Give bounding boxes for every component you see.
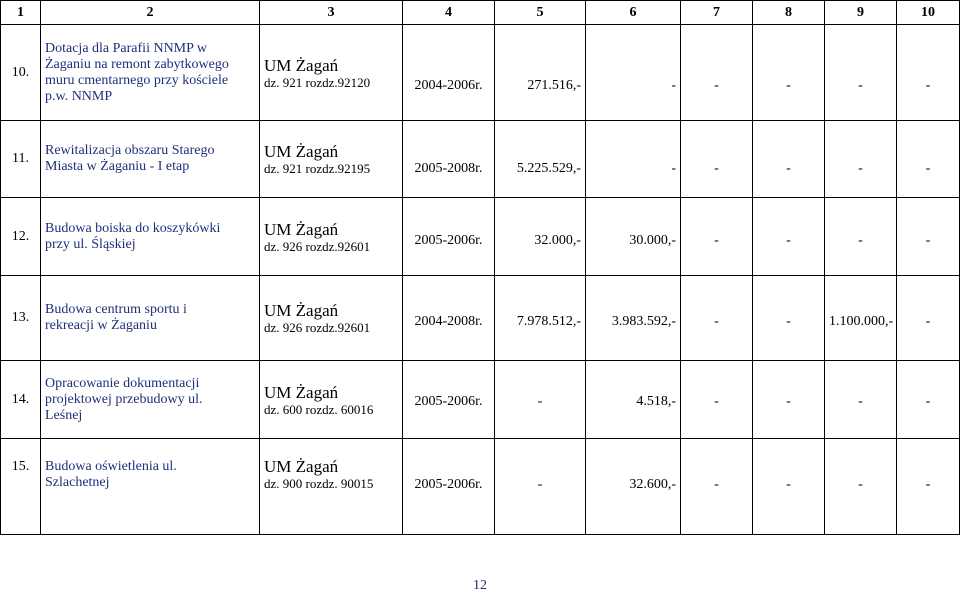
- amount-cell: -: [681, 25, 753, 121]
- header-cell: 1: [1, 1, 41, 25]
- amount-cell: 7.978.512,-: [495, 276, 586, 361]
- desc-line: p.w. NNMP: [45, 88, 113, 104]
- row-number: 11.: [1, 121, 41, 198]
- header-row: [1, 1, 960, 25]
- amount-cell: -: [586, 121, 681, 198]
- amount-cell: -: [897, 198, 960, 276]
- task-description: [41, 198, 260, 276]
- page-number: 12: [473, 578, 487, 593]
- header-cell: 10: [897, 1, 960, 25]
- unit-name: UM Żagań: [264, 382, 339, 402]
- unit-name: UM Żagań: [264, 55, 339, 75]
- amount-cell: -: [897, 121, 960, 198]
- unit-classification: [260, 361, 403, 439]
- unit-name: UM Żagań: [264, 142, 339, 161]
- desc-line: Opracowanie dokumentacji: [45, 375, 200, 391]
- header-cell: 6: [586, 1, 681, 25]
- row-number: 13.: [1, 276, 41, 361]
- unit-classification: [260, 198, 403, 276]
- period-cell: 2004-2008r.: [403, 276, 495, 361]
- amount-cell: -: [681, 361, 753, 439]
- unit-name: UM Żagań: [264, 457, 339, 476]
- table-row: [1, 25, 960, 121]
- amount-cell: -: [897, 361, 960, 439]
- row-number: 12.: [1, 198, 41, 276]
- amount-cell: 1.100.000,-: [825, 276, 897, 361]
- amount-cell: -: [825, 439, 897, 535]
- unit-name: UM Żagań: [264, 219, 339, 239]
- header-cell: 2: [41, 1, 260, 25]
- budget-section: dz. 921 rozdz.92120: [264, 74, 371, 90]
- table-row: [1, 276, 960, 361]
- header-cell: 8: [753, 1, 825, 25]
- amount-cell: 5.225.529,-: [495, 121, 586, 198]
- desc-line: projektowej przebudowy ul.: [45, 391, 203, 407]
- desc-line: Budowa centrum sportu i: [45, 302, 187, 317]
- row-number: 10.: [1, 25, 41, 121]
- unit-classification: [260, 439, 403, 535]
- desc-line: Żaganiu na remont zabytkowego: [45, 56, 229, 72]
- table-row: [1, 439, 960, 535]
- unit-classification: [260, 25, 403, 121]
- amount-cell: -: [897, 276, 960, 361]
- amount-cell: 32.600,-: [586, 439, 681, 535]
- period-cell: 2005-2006r.: [403, 439, 495, 535]
- header-cell: 5: [495, 1, 586, 25]
- header-cell: 9: [825, 1, 897, 25]
- amount-cell: -: [753, 276, 825, 361]
- amount-cell: -: [825, 198, 897, 276]
- amount-cell: -: [753, 361, 825, 439]
- task-description: [41, 276, 260, 361]
- amount-cell: -: [753, 439, 825, 535]
- desc-line: rekreacji w Żaganiu: [45, 318, 157, 333]
- amount-cell: -: [753, 25, 825, 121]
- amount-cell: -: [825, 121, 897, 198]
- row-number: 15.: [1, 439, 41, 535]
- table-row: [1, 198, 960, 276]
- budget-section: dz. 921 rozdz.92195: [264, 161, 371, 176]
- desc-line: Leśnej: [45, 407, 83, 423]
- amount-cell: -: [495, 361, 586, 439]
- amount-cell: -: [897, 439, 960, 535]
- desc-line: Dotacja dla Parafii NNMP w: [45, 40, 207, 56]
- desc-line: Szlachetnej: [45, 475, 110, 490]
- amount-cell: -: [681, 439, 753, 535]
- task-description: [41, 439, 260, 535]
- budget-section: dz. 900 rozdz. 90015: [264, 476, 374, 491]
- amount-cell: 30.000,-: [586, 198, 681, 276]
- amount-cell: -: [681, 276, 753, 361]
- amount-cell: 32.000,-: [495, 198, 586, 276]
- period-cell: 2005-2008r.: [403, 121, 495, 198]
- amount-cell: -: [825, 361, 897, 439]
- amount-cell: -: [681, 121, 753, 198]
- amount-cell: -: [495, 439, 586, 535]
- budget-section: dz. 600 rozdz. 60016: [264, 401, 374, 417]
- desc-line: przy ul. Śląskiej: [45, 236, 136, 252]
- unit-classification: [260, 276, 403, 361]
- desc-line: muru cmentarnego przy kościele: [45, 72, 229, 88]
- task-description: [41, 25, 260, 121]
- table-row: [1, 121, 960, 198]
- unit-classification: [260, 121, 403, 198]
- desc-line: Budowa boiska do koszykówki: [45, 220, 221, 236]
- amount-cell: 271.516,-: [495, 25, 586, 121]
- task-description: [41, 121, 260, 198]
- amount-cell: -: [825, 25, 897, 121]
- table-row: [1, 361, 960, 439]
- period-cell: 2005-2006r.: [403, 361, 495, 439]
- amount-cell: -: [753, 121, 825, 198]
- budget-section: dz. 926 rozdz.92601: [264, 320, 371, 335]
- amount-cell: -: [586, 25, 681, 121]
- budget-section: dz. 926 rozdz.92601: [264, 238, 371, 254]
- row-number: 14.: [1, 361, 41, 439]
- desc-line: Rewitalizacja obszaru Starego: [45, 143, 215, 158]
- header-cell: 7: [681, 1, 753, 25]
- header-cell: 3: [260, 1, 403, 25]
- amount-cell: 3.983.592,-: [586, 276, 681, 361]
- desc-line: Miasta w Żaganiu - I etap: [45, 159, 190, 174]
- amount-cell: 4.518,-: [586, 361, 681, 439]
- amount-cell: -: [753, 198, 825, 276]
- header-cell: 4: [403, 1, 495, 25]
- amount-cell: -: [897, 25, 960, 121]
- desc-line: Budowa oświetlenia ul.: [45, 459, 177, 474]
- unit-name: UM Żagań: [264, 301, 339, 320]
- period-cell: 2005-2006r.: [403, 198, 495, 276]
- amount-cell: -: [681, 198, 753, 276]
- task-description: [41, 361, 260, 439]
- period-cell: 2004-2006r.: [403, 25, 495, 121]
